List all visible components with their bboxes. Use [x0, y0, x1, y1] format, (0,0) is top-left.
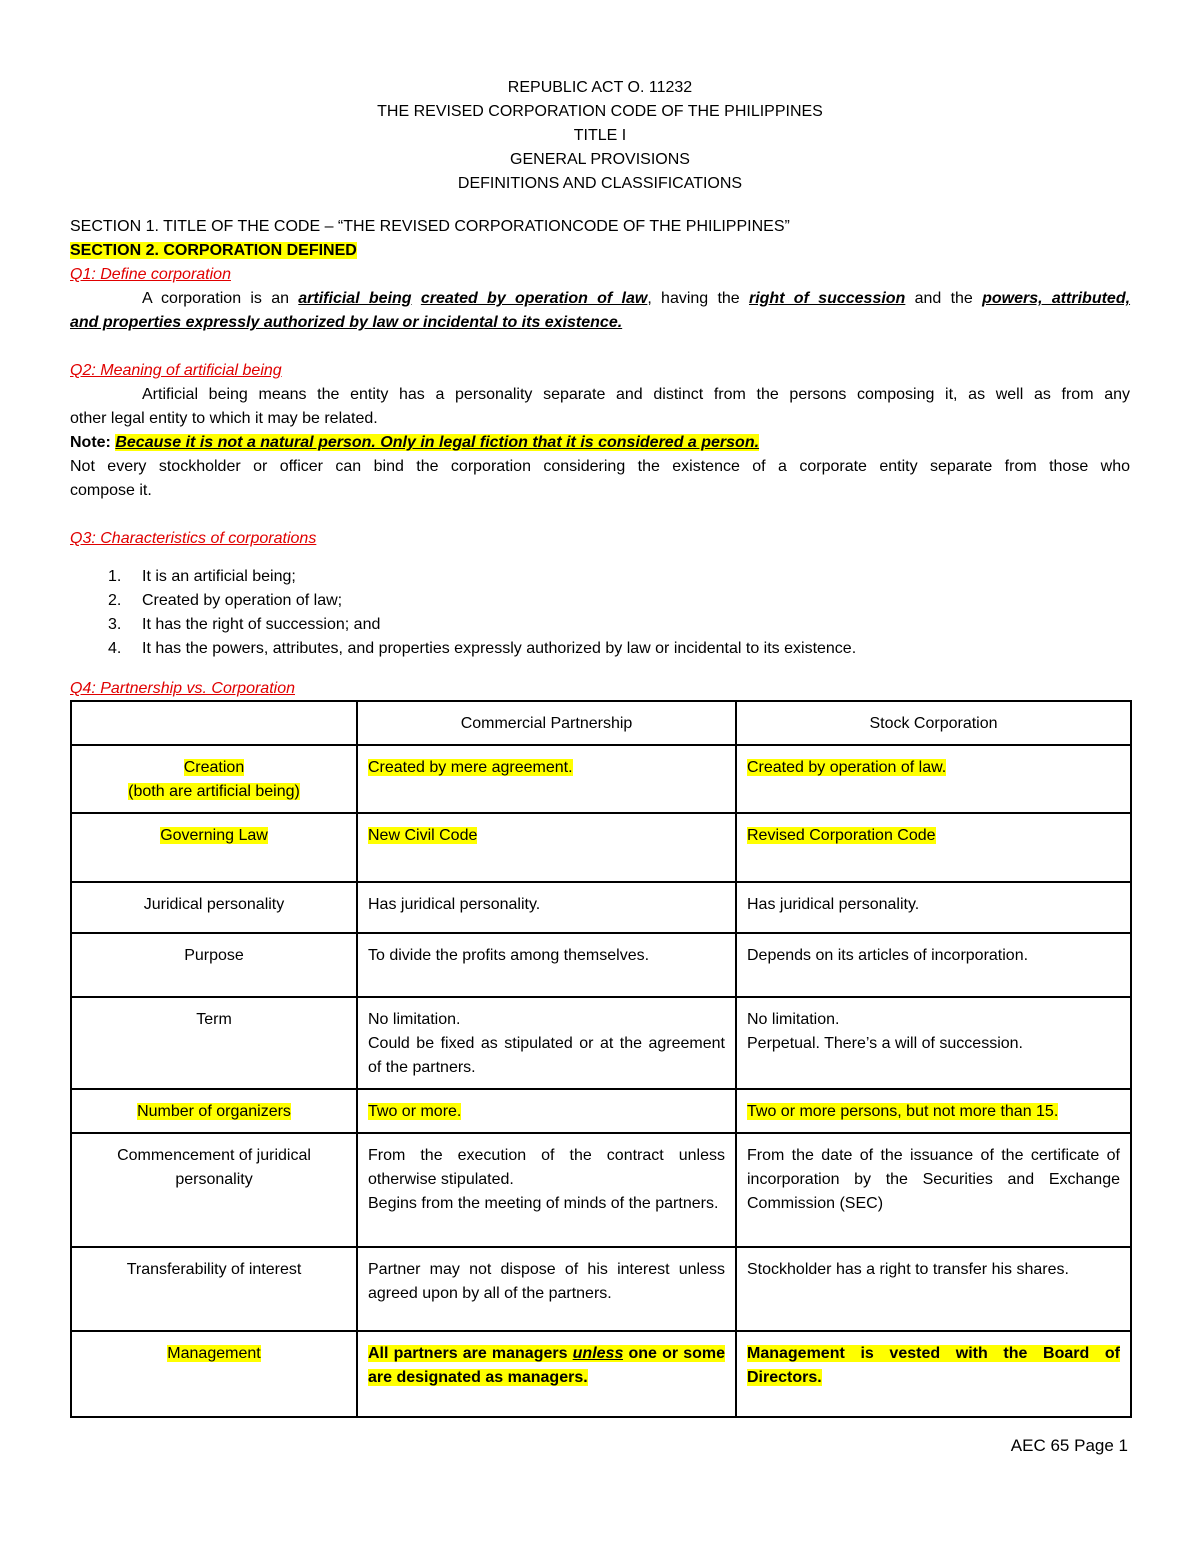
q1-text-properties: and properties expressly authorized by law or incidental to its existence. [70, 314, 623, 331]
corporation-cell [736, 1089, 1131, 1133]
cell-text: one or some are designated as managers. [368, 1345, 726, 1386]
list-number: 1. [108, 568, 122, 585]
q1-text-operation-of-law: created by operation of law [420, 290, 648, 307]
cell-text: Management is vested with the Board of Directors. [747, 1345, 1120, 1386]
row-label [71, 745, 357, 813]
row-label-subtext: (both are artificial being) [128, 783, 300, 800]
table-row [71, 1133, 1131, 1247]
row-label [71, 813, 357, 882]
cell-text: No limitation. [747, 1011, 840, 1028]
q1-paragraph-line1 [70, 288, 1130, 310]
doc-title-line1: REPUBLIC ACT O. 11232 [507, 79, 693, 96]
cell-text: Created by operation of law. [747, 759, 947, 776]
list-text: Created by operation of law; [142, 592, 343, 609]
cell-text: Perpetual. There’s a will of succession. [747, 1035, 1023, 1052]
table-row [71, 1089, 1131, 1133]
row-label-text: Governing Law [160, 827, 268, 844]
doc-title-line2: THE REVISED CORPORATION CODE OF THE PHILIPPINES [377, 103, 823, 120]
partnership-cell [357, 1331, 736, 1417]
q1-text-g: and the [905, 290, 983, 307]
q2-paragraph2-line1: Not every stockholder or officer can bind the corporation considering the existence of a corporate entity separate from those who [70, 458, 1130, 475]
q1-title: Q1: Define corporation [70, 266, 231, 283]
table-row [71, 882, 1131, 933]
q1-text-c [412, 290, 421, 307]
list-number: 4. [108, 640, 122, 657]
cell-text: Could be fixed as stipulated or at the agreement of the partners. [368, 1035, 725, 1076]
cell-text-unless: unless [572, 1345, 624, 1362]
partnership-cell: Partner may not dispose of his interest unless agreed upon by all of the partners. [357, 1247, 736, 1331]
row-label-text: Management [167, 1345, 261, 1362]
doc-title-line5: DEFINITIONS AND CLASSIFICATIONS [457, 175, 743, 192]
row-label [71, 1089, 357, 1133]
cell-text: Created by mere agreement. [368, 759, 573, 776]
table-row [71, 1331, 1131, 1417]
q2-note [70, 432, 759, 454]
q2-paragraph1-line2: other legal entity to which it may be related. [70, 410, 378, 427]
table-row [71, 745, 1131, 813]
list-text: It is an artificial being; [142, 568, 296, 585]
section-2-text: SECTION 2. CORPORATION DEFINED [70, 242, 357, 259]
cell-text: Revised Corporation Code [747, 827, 936, 844]
row-label: Juridical personality [71, 882, 357, 933]
cell-text: No limitation. [368, 1011, 461, 1028]
cell-text: New Civil Code [368, 827, 478, 844]
q2-paragraph1-line1: Artificial being means the entity has a personality separate and distinct from the persons composing it, as well as from any [142, 386, 1130, 403]
corporation-cell [736, 813, 1131, 882]
q1-text-e: , having the [647, 290, 749, 307]
corporation-cell: Stockholder has a right to transfer his shares. [736, 1247, 1131, 1331]
partnership-cell: To divide the profits among themselves. [357, 933, 736, 997]
comparison-table [70, 700, 1132, 1418]
corporation-cell: Has juridical personality. [736, 882, 1131, 933]
section-2-heading [70, 240, 357, 262]
partnership-cell [357, 1133, 736, 1247]
q1-text-artificial-being: artificial being [298, 290, 412, 307]
partnership-cell [357, 745, 736, 813]
partnership-cell: Has juridical personality. [357, 882, 736, 933]
doc-title-line4: GENERAL PROVISIONS [510, 151, 690, 168]
corporation-cell [736, 745, 1131, 813]
q1-text-right-of-succession: right of succession [748, 290, 906, 307]
table-row [71, 997, 1131, 1089]
row-label-text: Number of organizers [137, 1103, 291, 1120]
list-number: 2. [108, 592, 122, 609]
row-label: Term [71, 997, 357, 1089]
section-1-heading: SECTION 1. TITLE OF THE CODE – “THE REVISED CORPORATIONCODE OF THE PHILIPPINES” [70, 218, 790, 235]
row-label: Purpose [71, 933, 357, 997]
cell-text: Two or more. [368, 1103, 462, 1120]
list-number: 3. [108, 616, 122, 633]
q1-paragraph-line2 [70, 312, 622, 334]
q2-paragraph2-line2: compose it. [70, 482, 152, 499]
corporation-cell: Depends on its articles of incorporation. [736, 933, 1131, 997]
corporation-cell [736, 1331, 1131, 1417]
table-row [71, 1247, 1131, 1331]
row-label: Transferability of interest [71, 1247, 357, 1331]
row-label-text: Creation [183, 759, 245, 776]
page-footer: AEC 65 Page 1 [1010, 1436, 1128, 1455]
list-text: It has the powers, attributes, and properties expressly authorized by law or incidental to its existence. [142, 640, 857, 657]
table-header-row [71, 701, 1131, 745]
table-header-empty [71, 701, 357, 745]
q4-title: Q4: Partnership vs. Corporation [70, 680, 295, 697]
note-label: Note: [70, 434, 111, 451]
corporation-cell: From the date of the issuance of the certificate of incorporation by the Securities and Exchange Commission (SEC) [736, 1133, 1131, 1247]
cell-text: From the execution of the contract unless otherwise stipulated. [368, 1147, 725, 1188]
table-header-corporation: Stock Corporation [736, 701, 1131, 745]
cell-text: All partners are managers [368, 1345, 573, 1362]
row-label [71, 1331, 357, 1417]
corporation-cell [736, 997, 1131, 1089]
cell-text: Two or more persons, but not more than 15. [747, 1103, 1059, 1120]
note-text: Because it is not a natural person. Only in legal fiction that it is considered a person. [115, 434, 760, 451]
partnership-cell [357, 813, 736, 882]
q1-text-powers: powers, attributed, [982, 290, 1131, 307]
q1-text-a: A corporation is an [142, 290, 299, 307]
q3-title: Q3: Characteristics of corporations [70, 530, 317, 547]
cell-text: Begins from the meeting of minds of the partners. [368, 1195, 719, 1212]
list-text: It has the right of succession; and [142, 616, 381, 633]
partnership-cell [357, 997, 736, 1089]
partnership-cell [357, 1089, 736, 1133]
table-row [71, 813, 1131, 882]
table-header-partnership: Commercial Partnership [357, 701, 736, 745]
row-label: Commencement of juridical personality [71, 1133, 357, 1247]
table-row [71, 933, 1131, 997]
doc-title-line3: TITLE I [573, 127, 627, 144]
q2-title: Q2: Meaning of artificial being [70, 362, 282, 379]
